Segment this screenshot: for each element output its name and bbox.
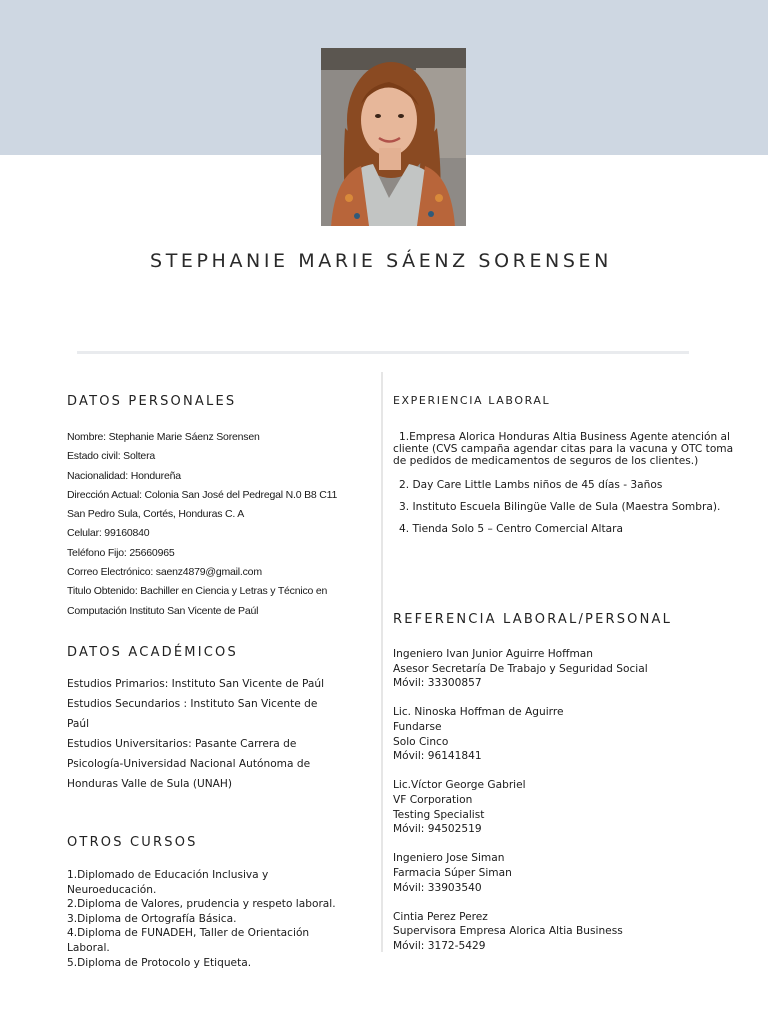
reference-line: Cintia Perez Perez (393, 910, 488, 923)
academic-item: Estudios Primarios: Instituto San Vicente de Paúl (67, 678, 325, 690)
reference-entry (393, 778, 748, 836)
reference-line: Fundarse (393, 720, 442, 733)
experience-item: 4. Tienda Solo 5 – Centro Comercial Altara (399, 522, 623, 535)
reference-line: Lic. Ninoska Hoffman de Aguirre (393, 706, 564, 719)
reference-entry (393, 647, 748, 691)
reference-line: Lic.Víctor George Gabriel (393, 779, 526, 792)
reference-line: Móvil: 33903540 (393, 881, 482, 894)
course-item: 3.Diploma de Ortografía Básica. (67, 912, 237, 925)
profile-photo (321, 48, 466, 226)
reference-line: Solo Cinco (393, 735, 449, 748)
reference-line: Ingeniero Ivan Junior Aguirre Hoffman (393, 648, 593, 660)
experience-item: 1.Empresa Alorica Honduras Altia Business Agente atención al cliente (CVS campaña agendar citas para la vacuna y OTC toma de pedidos de medicamentos de seguros de los clientes.) (393, 431, 734, 467)
courses-section-title: OTROS CURSOS (67, 835, 198, 850)
reference-line: Móvil: 96141841 (393, 750, 482, 763)
course-item: 5.Diploma de Protocolo y Etiqueta. (67, 956, 252, 969)
reference-line: Móvil: 33300857 (393, 677, 482, 690)
references-section-title: REFERENCIA LABORAL/PERSONAL (393, 612, 673, 627)
academic-section-title: DATOS ACADÉMICOS (67, 645, 238, 660)
candidate-name: STEPHANIE MARIE SÁENZ SORENSEN (150, 250, 612, 272)
personal-section-title: DATOS PERSONALES (67, 394, 237, 409)
reference-line: Testing Specialist (393, 808, 485, 821)
experience-item: 2. Day Care Little Lambs niños de 45 días - 3años (399, 479, 663, 492)
personal-line: Computación Instituto San Vicente de Paúl (67, 604, 259, 617)
personal-line: San Pedro Sula, Cortés, Honduras C. A (67, 508, 245, 521)
personal-line: Nacionalidad: Hondureña (67, 469, 181, 482)
course-item: 4.Diploma de FUNADEH, Taller de Orientación Laboral. (67, 927, 310, 954)
reference-entry (393, 910, 748, 954)
column-divider (381, 372, 383, 952)
reference-line: Farmacia Súper Siman (393, 866, 512, 879)
personal-line: Estado civil: Soltera (67, 450, 156, 463)
academic-list (67, 674, 337, 794)
personal-line: Dirección Actual: Colonia San José del Pedregal N.0 B8 C11 (67, 488, 338, 501)
academic-item: Estudios Universitarios: Pasante Carrera de Psicología-Universidad Nacional Autónoma de Honduras Valle de Sula (UNAH) (67, 738, 311, 790)
reference-line: VF Corporation (393, 793, 473, 806)
header-divider (77, 351, 689, 354)
course-item: 2.Diploma de Valores, prudencia y respeto laboral. (67, 898, 336, 911)
experience-section-title: EXPERIENCIA LABORAL (393, 394, 551, 407)
personal-line: Teléfono Fijo: 25660965 (67, 546, 175, 559)
reference-entry (393, 705, 748, 763)
personal-details (67, 428, 337, 621)
reference-entry (393, 851, 748, 895)
academic-item: Estudios Secundarios : Instituto San Vicente de Paúl (67, 698, 318, 730)
courses-list (67, 868, 337, 970)
references-list (393, 647, 748, 968)
reference-line: Asesor Secretaría De Trabajo y Seguridad Social (393, 662, 648, 675)
personal-line: Nombre: Stephanie Marie Sáenz Sorensen (67, 431, 260, 443)
reference-line: Móvil: 94502519 (393, 823, 482, 836)
reference-line: Móvil: 3172-5429 (393, 939, 486, 952)
reference-line: Ingeniero Jose Siman (393, 852, 505, 865)
reference-line: Supervisora Empresa Alorica Altia Business (393, 925, 623, 938)
personal-line: Titulo Obtenido: Bachiller en Ciencia y Letras y Técnico en (67, 585, 328, 598)
personal-line: Celular: 99160840 (67, 527, 150, 540)
experience-list (393, 432, 748, 546)
personal-line: Correo Electrónico: saenz4879@gmail.com (67, 566, 262, 579)
course-item: 1.Diplomado de Educación Inclusiva y Neuroeducación. (67, 869, 269, 896)
experience-item: 3. Instituto Escuela Bilingüe Valle de Sula (Maestra Sombra). (399, 501, 721, 514)
